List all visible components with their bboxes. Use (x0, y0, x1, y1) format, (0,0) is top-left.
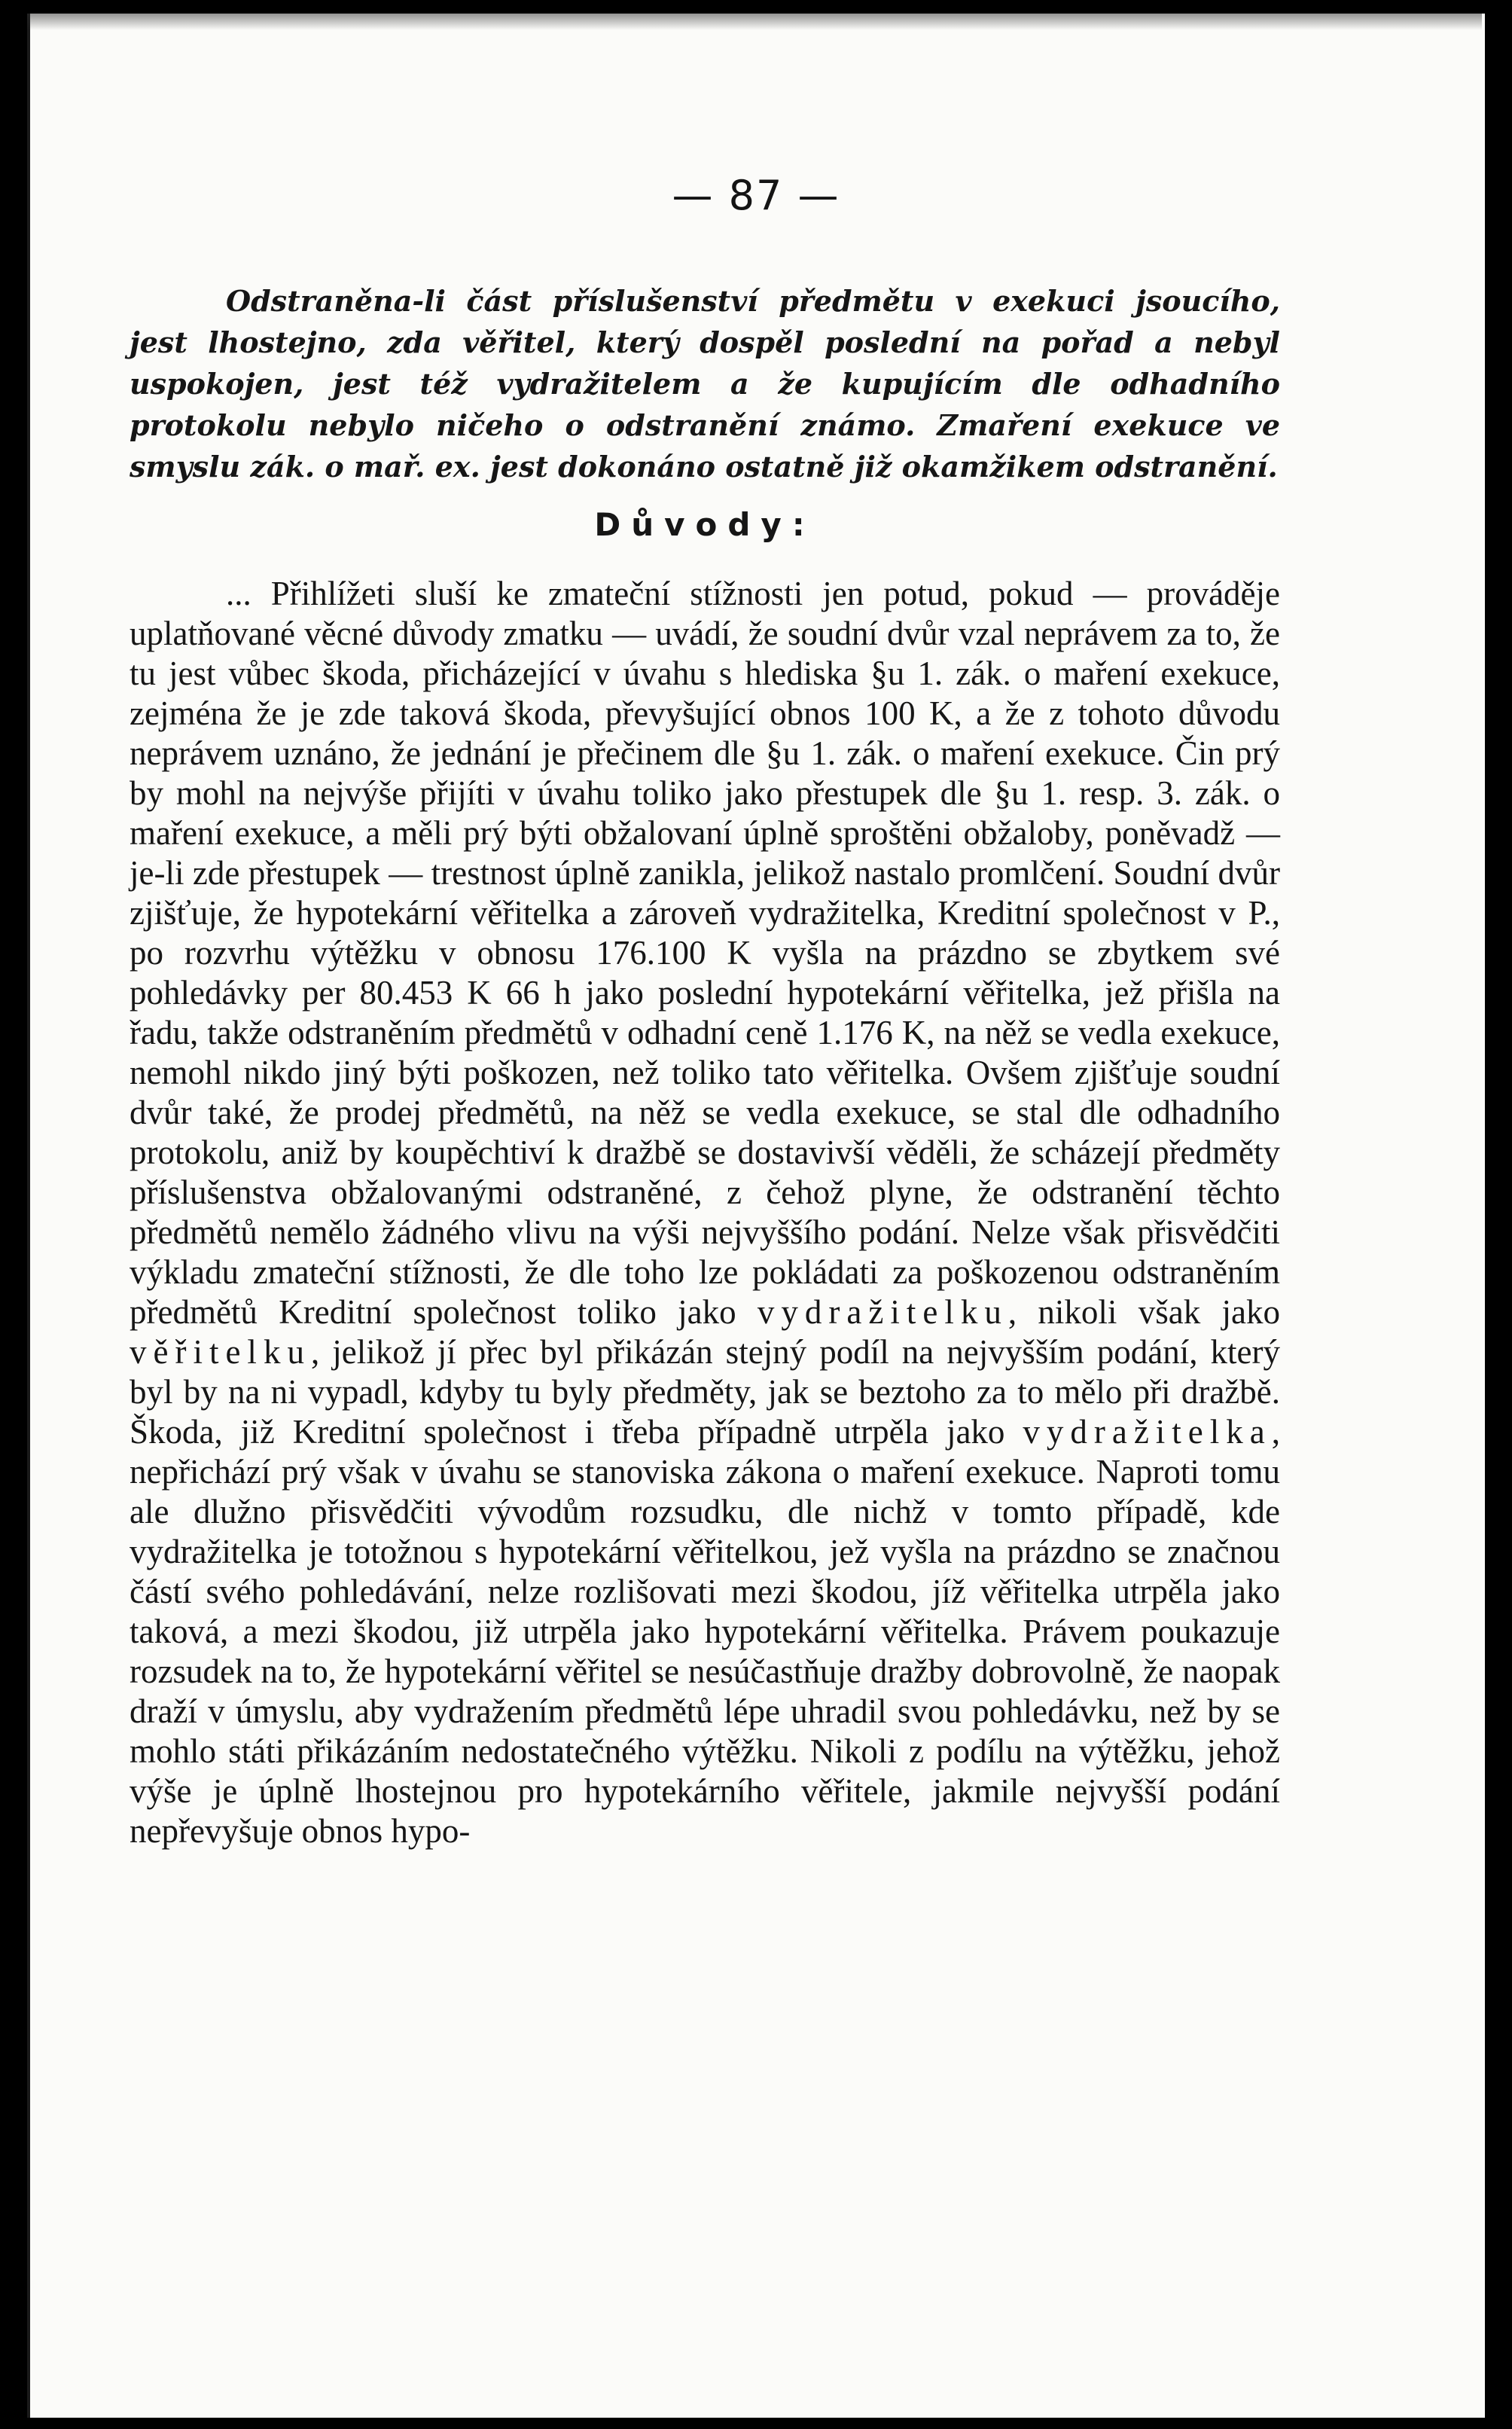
emphasis-vydrazitelku: vydražitelku (757, 1293, 1008, 1331)
body-segment-1: ... Přihlížeti sluší ke zmateční stížnosti jen potud, pokud — prováděje uplatňované věcné důvody zmatku — uvádí, že soudní dvůr vzal neprávem za to, že tu jest vůbec škoda, přicházející v úvahu s hlediska §u 1. zák. o maření exekuce, zejména že je zde taková škoda, převyšující obnos 100 K, a že z tohoto důvodu neprávem uznáno, že jednání je přečinem dle §u 1. zák. o maření exekuce. Čin prý by mohl na nejvýše přijíti v úvahu toliko jako přestupek dle §u 1. resp. 3. zák. o maření exekuce, a měli prý býti obžalovaní úplně sproštěni obžaloby, poněvadž — je-li zde přestupek — trestnost úplně zanikla, jelikož nastalo promlčení. Soudní dvůr zjišťuje, že hypotekární věřitelka a zároveň vydražitelka, Kreditní společnost v P., po rozvrhu výtěžku v obnosu 176.100 K vyšla na prázdno se zbytkem své pohledávky per 80.453 K 66 h jako poslední hypotekární věřitelka, jež přišla na řadu, takže odstraněním předmětů v odhadní ceně 1.176 K, na něž se vedla exekuce, nemohl nikdo jiný býti poškozen, než toliko tato věřitelka. Ovšem zjišťuje soudní dvůr také, že prodej předmětů, na něž se vedla exekuce, se stal dle odhadního protokolu, aniž by koupěchtiví k dražbě se dostavivší věděli, že scházejí předměty příslušenstva obžalovanými odstraněné, z čehož plyne, že odstranění těchto předmětů nemělo žádného vlivu na výši nejvyššího podání. Nelze však přisvědčiti výkladu zmateční stížnosti, že dle toho lze pokládati za poškozenou odstraněním předmětů Kreditní společnost toliko jako (130, 575, 1280, 1331)
body-segment-4: , nepřichází prý však v úvahu se stanoviska zákona o maření exekuce. Naproti tomu ale dlužno přisvědčiti vývodům rozsudku, dle nichž v tomto případě, kde vydražitelka je totožnou s hypotekární věřitelkou, jež vyšla na prázdno se značnou částí svého pohledávání, nelze rozlišovati mezi škodou, jíž věřitelka utrpěla jako taková, a mezi škodou, již utrpěla jako hypotekární věřitelka. Právem poukazuje rozsudek na to, že hypotekární věřitel se nesúčastňuje dražby dobrovolně, že naopak draží v úmyslu, aby vydražením předmětů lépe uhradil svou pohledávku, než by se mohlo státi přikázáním nedostatečného výtěžku. Nikoli z podílu na výtěžku, jehož výše je úplně lhostejnou pro hypotekárního věřitele, jakmile nejvyšší podání nepřevyšuje obnos hypo- (130, 1413, 1280, 1850)
emphasis-veritelku: věřitelku (130, 1333, 311, 1371)
body-paragraph (130, 574, 1280, 1851)
body-text (130, 574, 1280, 1851)
headnote (130, 280, 1280, 487)
page-number: — 87 — (672, 172, 840, 219)
scan-edge-shadow (27, 14, 1482, 30)
body-segment-3: , jelikož jí přec byl přikázán stejný podíl na nejvyšším podání, který byl by na ni vypadl, kdyby tu byly předměty, jak se beztoho za to mělo při dražbě. Škoda, již Kreditní společnost i třeba případně utrpěla jako (130, 1333, 1280, 1451)
emphasis-vydrazitelka: vydražitelka (1023, 1413, 1272, 1451)
body-segment-2: , nikoli však jako (1007, 1293, 1280, 1331)
headnote-text: Odstraněna-li část příslušenství předmětu v exekuci jsoucího, jest lhostejno, zda věřitel, který dospěl poslední na pořad a nebyl uspokojen, jest též vydražitelem a že kupujícím dle odhadního protokolu nebylo ničeho o odstranění známo. Zmaření exekuce ve smyslu zák. o mař. ex. jest dokonáno ostatně již okamžikem odstranění. (130, 284, 1280, 484)
section-heading: Důvody: (594, 506, 815, 543)
